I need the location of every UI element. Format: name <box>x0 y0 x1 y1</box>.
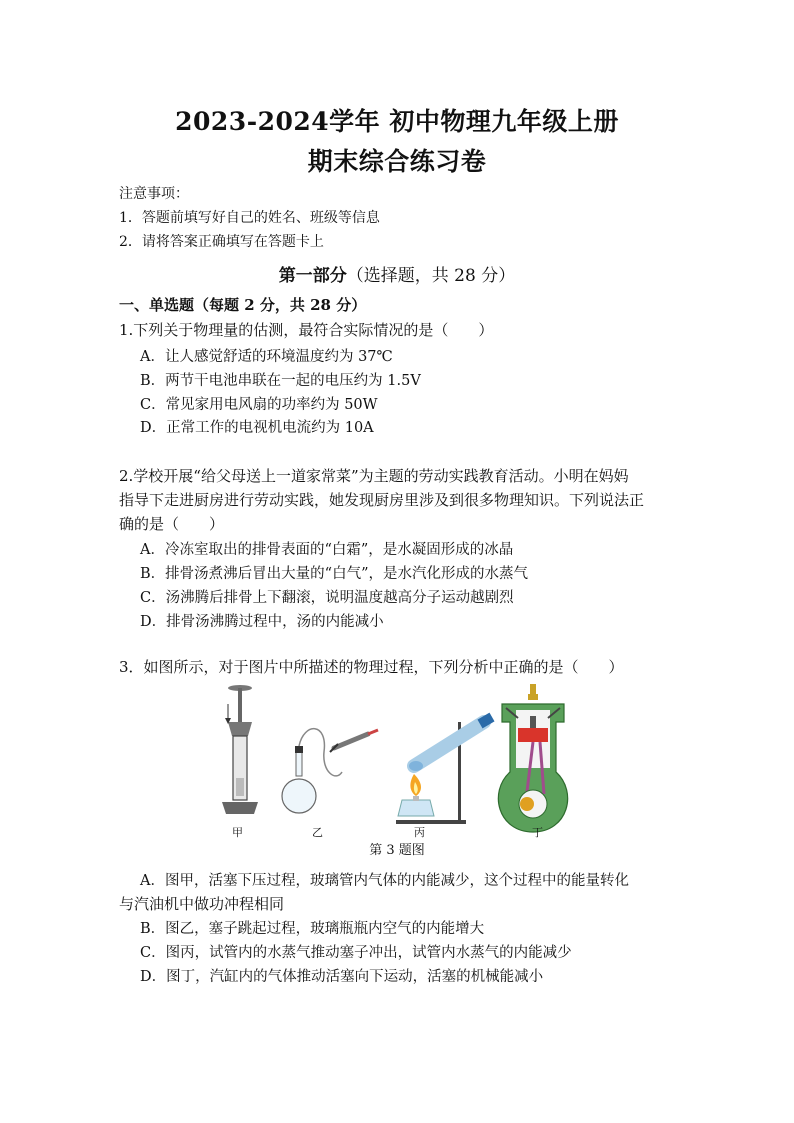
question-3-option-d: D．图丁，汽缸内的气体推动活塞向下运动，活塞的机械能减小 <box>140 969 544 985</box>
figure-label-ding: 丁 <box>532 826 543 839</box>
question-1-option-c: C．常见家用电风扇的功率约为 50W <box>140 397 378 413</box>
piston-compression-apparatus <box>222 685 258 814</box>
question-3-option-a-line2: 与汽油机中做功冲程相同 <box>119 895 285 913</box>
test-tube-heating-apparatus <box>396 717 492 824</box>
part-title <box>0 261 794 286</box>
question-1-option-b: B．两节干电池串联在一起的电压约为 1.5V <box>140 373 421 389</box>
part-title-rest: （选择题，共 28 分） <box>346 266 516 286</box>
note-item-1: 1．答题前填写好自己的姓名、班级等信息 <box>119 210 380 226</box>
question-1-stem: 1.下列关于物理量的估测，最符合实际情况的是（ ） <box>119 321 494 339</box>
exam-title-line2: 期末综合练习卷 <box>307 147 487 176</box>
question-3-figure <box>218 682 598 842</box>
question-3-option-a-line1: A．图甲，活塞下压过程，玻璃管内气体的内能减少，这个过程中的能量转化 <box>140 873 629 889</box>
notes-heading: 注意事项： <box>119 186 189 202</box>
figure-label-jia: 甲 <box>232 826 243 839</box>
figure-caption: 第 3 题图 <box>369 843 425 858</box>
flask-pump-apparatus <box>282 729 378 813</box>
question-1-option-d: D．正常工作的电视机电流约为 10A <box>140 420 374 436</box>
question-2-option-c: C．汤沸腾后排骨上下翻滚，说明温度越高分子运动越剧烈 <box>140 590 514 606</box>
question-2-stem-line1: 2.学校开展“给父母送上一道家常菜”为主题的劳动实践教育活动。小明在妈妈 <box>119 467 629 485</box>
physics-apparatus-illustration <box>218 682 598 842</box>
engine-cylinder-diagram <box>498 684 567 832</box>
question-2-option-d: D．排骨汤沸腾过程中，汤的内能减小 <box>140 614 384 630</box>
question-3-stem: 3．如图所示，对于图片中所描述的物理过程，下列分析中正确的是（ ） <box>119 658 624 676</box>
question-1-option-a: A．让人感觉舒适的环境温度约为 37℃ <box>140 349 393 365</box>
figure-label-yi: 乙 <box>312 826 323 839</box>
question-2-stem-line3: 确的是（ ） <box>119 515 225 533</box>
question-3-option-b: B．图乙，塞子跳起过程，玻璃瓶瓶内空气的内能增大 <box>140 921 485 937</box>
note-item-2: 2．请将答案正确填写在答题卡上 <box>119 234 324 250</box>
question-2-option-b: B．排骨汤煮沸后冒出大量的“白气”，是水汽化形成的水蒸气 <box>140 566 528 582</box>
exam-title-line1: 2023-2024学年 初中物理九年级上册 <box>175 107 619 136</box>
question-2-option-a: A．冷冻室取出的排骨表面的“白霜”，是水凝固形成的冰晶 <box>140 542 514 558</box>
question-3-option-c: C．图丙，试管内的水蒸气推动塞子冲出，试管内水蒸气的内能减少 <box>140 945 572 961</box>
figure-label-bing: 丙 <box>414 826 425 839</box>
section-heading: 一、单选题（每题 2 分，共 28 分） <box>119 296 367 314</box>
question-2-stem-line2: 指导下走进厨房进行劳动实践，她发现厨房里涉及到很多物理知识。下列说法正 <box>119 491 645 509</box>
part-title-bold: 第一部分 <box>278 266 347 286</box>
